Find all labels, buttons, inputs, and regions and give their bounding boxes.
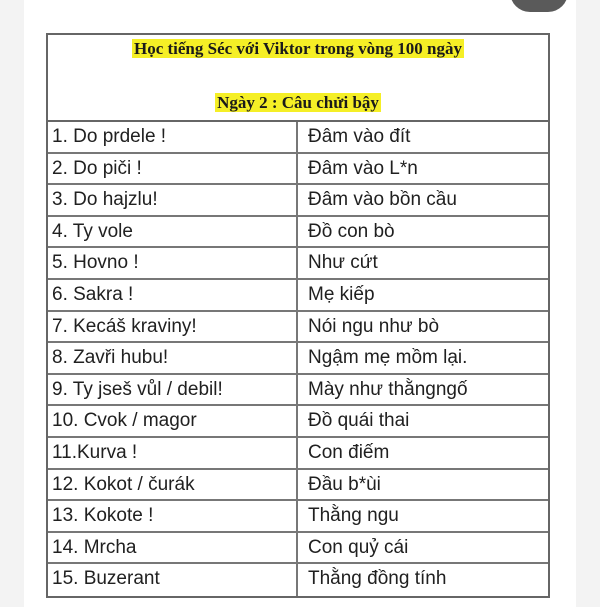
table-row [48,280,548,312]
phrase-table [46,33,550,598]
czech-phrase: 13. Kokote ! [48,501,298,531]
vietnamese-meaning: Mẹ kiếp [308,283,375,305]
vietnamese-meaning: Đồ quái thai [308,410,410,432]
czech-phrase: 14. Mrcha [48,533,298,563]
vietnamese-meaning: Như cứt [308,252,378,274]
title [48,39,548,59]
table-row [48,248,548,280]
table-row [48,122,548,154]
vietnamese-meaning: Mày như thằngngố [308,378,468,400]
czech-phrase: 3. Do hajzlu! [48,185,298,215]
czech-phrase: 11.Kurva ! [48,438,298,468]
czech-phrase: 8. Zavři hubu! [48,343,298,373]
vietnamese-meaning: Đâm vào L*n [308,157,418,179]
czech-phrase: 2. Do piči ! [48,154,298,184]
czech-phrase: 9. Ty jseš vůl / debil! [48,375,298,405]
table-header [48,35,548,122]
table-rows [48,122,548,596]
table-row [48,406,548,438]
title-text: Học tiếng Séc với Viktor trong vòng 100 ngày [133,39,462,58]
table-row [48,564,548,596]
table-row [48,438,548,470]
vietnamese-meaning: Con điếm [308,441,390,463]
vietnamese-meaning: Đồ con bò [308,220,395,242]
vietnamese-meaning: Đâm vào đít [308,126,411,147]
czech-phrase: 15. Buzerant [48,564,298,596]
table-row [48,312,548,344]
czech-phrase: 5. Hovno ! [48,248,298,278]
vietnamese-meaning: Thằng ngu [308,505,399,527]
vietnamese-meaning: Con quỷ cái [308,536,409,558]
vietnamese-meaning: Nói ngu như bò [308,315,440,337]
vietnamese-meaning: Thằng đồng tính [308,568,447,590]
table-row [48,533,548,565]
czech-phrase: 1. Do prdele ! [48,122,298,152]
table-row [48,154,548,186]
table-row [48,501,548,533]
czech-phrase: 4. Ty vole [48,217,298,247]
vietnamese-meaning: Đầu b*ùi [308,473,381,495]
czech-phrase: 7. Kecáš kraviny! [48,312,298,342]
subtitle [48,93,548,113]
czech-phrase: 6. Sakra ! [48,280,298,310]
table-row [48,343,548,375]
table-row [48,185,548,217]
subtitle-text: Ngày 2 : Câu chửi bậy [217,93,379,112]
czech-phrase: 12. Kokot / čurák [48,470,298,500]
table-row [48,470,548,502]
vietnamese-meaning: Ngậm mẹ mồm lại. [308,347,468,369]
vietnamese-meaning: Đâm vào bồn cầu [308,189,457,211]
table-row [48,375,548,407]
table-row [48,217,548,249]
czech-phrase: 10. Cvok / magor [48,406,298,436]
